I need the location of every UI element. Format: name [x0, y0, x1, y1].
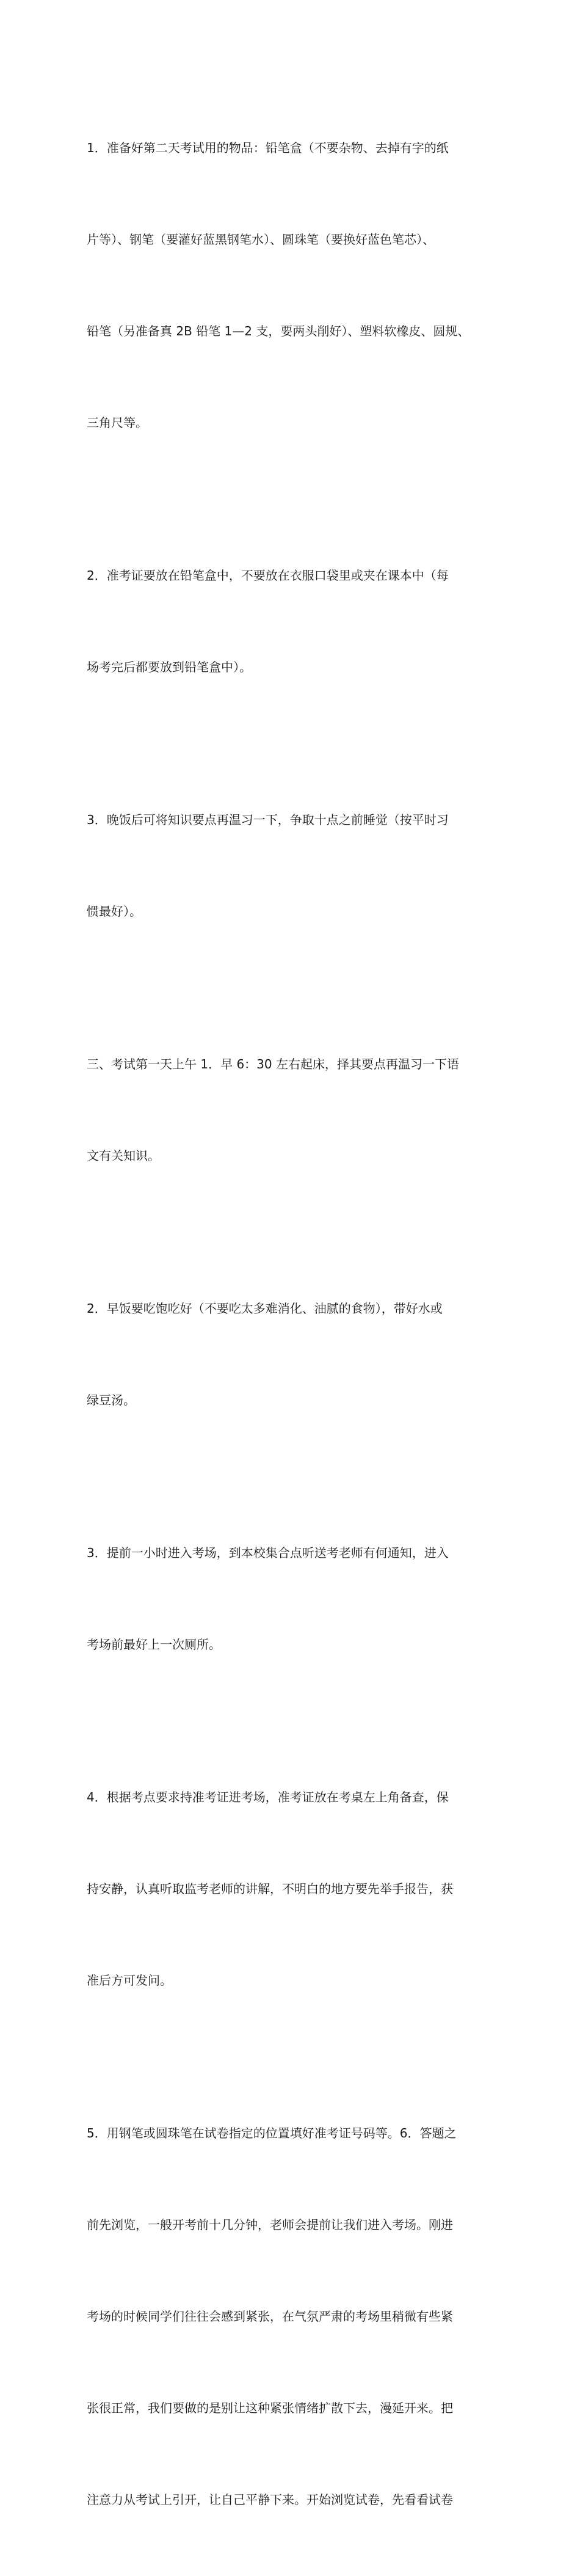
text-line: 3．提前一小时进入考场，到本校集合点听送考老师有何通知，进入: [87, 1545, 449, 1560]
text-line: 场考完后都要放到铅笔盒中）。: [87, 660, 252, 674]
text-line: 片等）、钢笔（要灌好蓝黑钢笔水）、圆珠笔（要换好蓝色笔芯）、: [87, 232, 435, 247]
text-line: 三、考试第一天上午 1．早 6：30 左右起床，择其要点再温习一下语: [87, 1057, 459, 1071]
text-line: 考场的时候同学们往往会感到紧张，在气氛严肃的考场里稍微有些紧: [87, 2309, 453, 2324]
text-line: 考场前最好上一次厕所。: [87, 1637, 221, 1652]
text-line: 文有关知识。: [87, 1148, 160, 1163]
paragraph-3: [87, 743, 508, 988]
text-line: 铅笔（另准备真 2B 铅笔 1—2 支，要两头削好）、塑料软橡皮、圆规、: [87, 324, 470, 338]
text-line: 2．早饭要吃饱吃好（不要吃太多难消化、油腻的食物），带好水或: [87, 1301, 443, 1316]
text-line: 持安静，认真听取监考老师的讲解，不明白的地方要先举手报告，获: [87, 1881, 453, 1896]
text-line: 注意力从考试上引开，让自己平静下来。开始浏览试卷，先看看试卷: [87, 2492, 453, 2507]
text-line: 2．准考证要放在铅笔盒中，不要放在衣服口袋里或夹在课本中（每: [87, 568, 449, 583]
text-line: 绿豆汤。: [87, 1393, 136, 1407]
text-line: 前先浏览，一般开考前十几分钟，老师会提前让我们进入考场。刚进: [87, 2217, 453, 2232]
paragraph-1: [87, 71, 508, 499]
paragraph-8: [87, 2057, 508, 2576]
paragraph-5: [87, 1232, 508, 1476]
text-line: 张很正常，我们要做的是别让这种紧张情绪扩散下去，漫延开来。把: [87, 2401, 453, 2415]
paragraph-2: [87, 499, 508, 743]
text-line: 惯最好）。: [87, 904, 142, 919]
paragraph-7: [87, 1721, 508, 2057]
document-body: [87, 71, 508, 2576]
text-line: 1．准备好第二天考试用的物品：铅笔盒（不要杂物、去掉有字的纸: [87, 140, 449, 155]
paragraph-4: [87, 988, 508, 1232]
text-line: 3．晚饭后可将知识要点再温习一下，争取十点之前睡觉（按平时习: [87, 812, 449, 827]
text-line: 5．用钢笔或圆珠笔在试卷指定的位置填好准考证号码等。6．答题之: [87, 2126, 457, 2140]
text-line: 三角尺等。: [87, 415, 148, 430]
paragraph-6: [87, 1476, 508, 1721]
text-line: 准后方可发问。: [87, 1973, 172, 1988]
text-line: 4．根据考点要求持准考证进考场，准考证放在考桌左上角备查，保: [87, 1790, 449, 1804]
